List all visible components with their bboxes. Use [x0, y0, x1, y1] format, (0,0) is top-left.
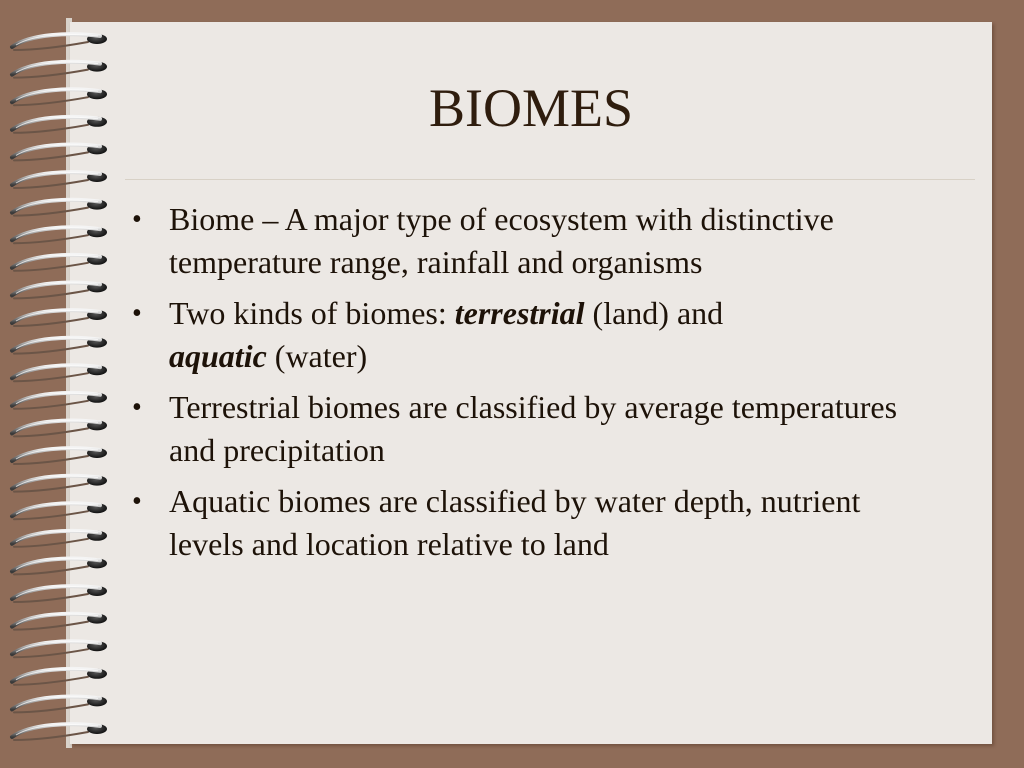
bullet-text: (land) and	[584, 295, 724, 331]
spiral-ring	[12, 172, 107, 188]
spiral-ring	[12, 669, 107, 685]
spiral-ring	[12, 227, 107, 243]
spiral-ring	[12, 144, 107, 160]
spiral-ring	[12, 586, 107, 602]
spiral-ring	[12, 558, 107, 574]
spiral-ring	[12, 310, 107, 326]
bullet-item	[124, 292, 924, 378]
spiral-ring	[12, 476, 107, 492]
bullet-glyph: •	[132, 392, 142, 423]
spiral-ring	[12, 503, 107, 519]
bullet-item	[124, 480, 924, 566]
bullet-glyph: •	[132, 486, 142, 517]
spiral-ring	[12, 696, 107, 712]
spiral-ring	[12, 282, 107, 298]
spiral-ring	[12, 420, 107, 436]
bullet-glyph: •	[132, 298, 142, 329]
bullet-text: Aquatic biomes are classified by water depth, nutrient levels and location relative to land	[169, 483, 861, 562]
emphasis-terrestrial: terrestrial	[454, 295, 585, 331]
spiral-ring	[12, 338, 107, 354]
slide-title: BIOMES	[428, 78, 634, 138]
emphasis-aquatic: aquatic	[169, 338, 267, 374]
spiral-ring	[12, 614, 107, 630]
spiral-ring	[12, 200, 107, 216]
spiral-ring	[12, 724, 107, 740]
spiral-ring	[12, 255, 107, 271]
spiral-ring	[12, 531, 107, 547]
bullet-item	[124, 386, 924, 472]
bullet-text: (water)	[266, 338, 368, 374]
spiral-ring	[12, 393, 107, 409]
spiral-ring	[12, 641, 107, 657]
bullet-text: Two kinds of biomes:	[169, 295, 455, 331]
title-divider	[125, 179, 975, 180]
spiral-ring	[12, 34, 107, 50]
spiral-ring	[12, 448, 107, 464]
spiral-ring	[12, 365, 107, 381]
bullet-text: Biome – A major type of ecosystem with distinctive temperature range, rainfall and organisms	[169, 201, 834, 280]
bullet-list	[124, 198, 924, 574]
bullet-item	[124, 198, 924, 284]
bullet-glyph: •	[132, 204, 142, 235]
bullet-text: Terrestrial biomes are classified by average temperatures and precipitation	[169, 389, 898, 468]
